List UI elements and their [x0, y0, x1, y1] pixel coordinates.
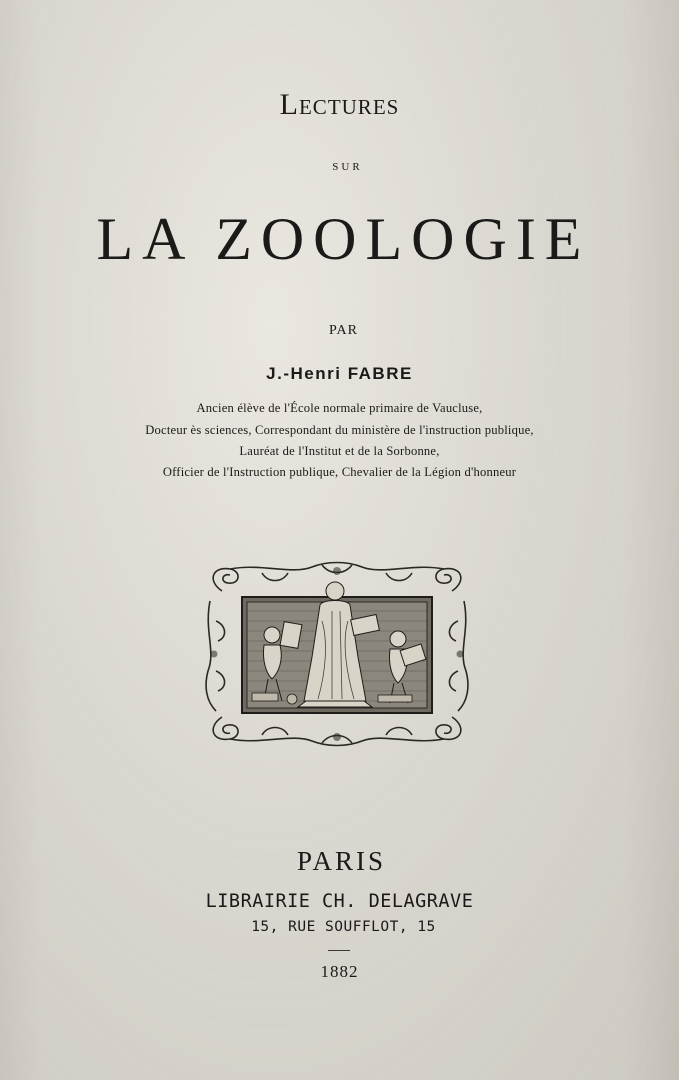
author-credential: Officier de l'Instruction publique, Chevalier de la Légion d'honneur: [162, 465, 517, 479]
publisher-name: LIBRAIRIE CH. DELAGRAVE: [205, 891, 474, 912]
author-credential: Ancien élève de l'École normale primaire de Vaucluse,: [196, 401, 483, 415]
divider: [328, 950, 350, 951]
author-credential: Docteur ès sciences, Correspondant du ministère de l'instruction publique,: [145, 423, 534, 437]
publication-year: 1882: [320, 962, 359, 981]
publication-city: PARIS: [296, 846, 387, 876]
title-line-sur: sur: [332, 158, 363, 174]
by-label: PAR: [329, 323, 358, 338]
author-credential: Lauréat de l'Institut et de la Sorbonne,: [239, 444, 440, 458]
printer-mark-engraving-icon: [202, 561, 472, 747]
author-name: J.-Henri FABRE: [266, 364, 413, 383]
publisher-address: 15, RUE SOUFFLOT, 15: [251, 919, 436, 935]
title-line-zoologie: LA ZOOLOGIE: [96, 206, 591, 272]
title-line-lectures: Lectures: [279, 88, 400, 121]
